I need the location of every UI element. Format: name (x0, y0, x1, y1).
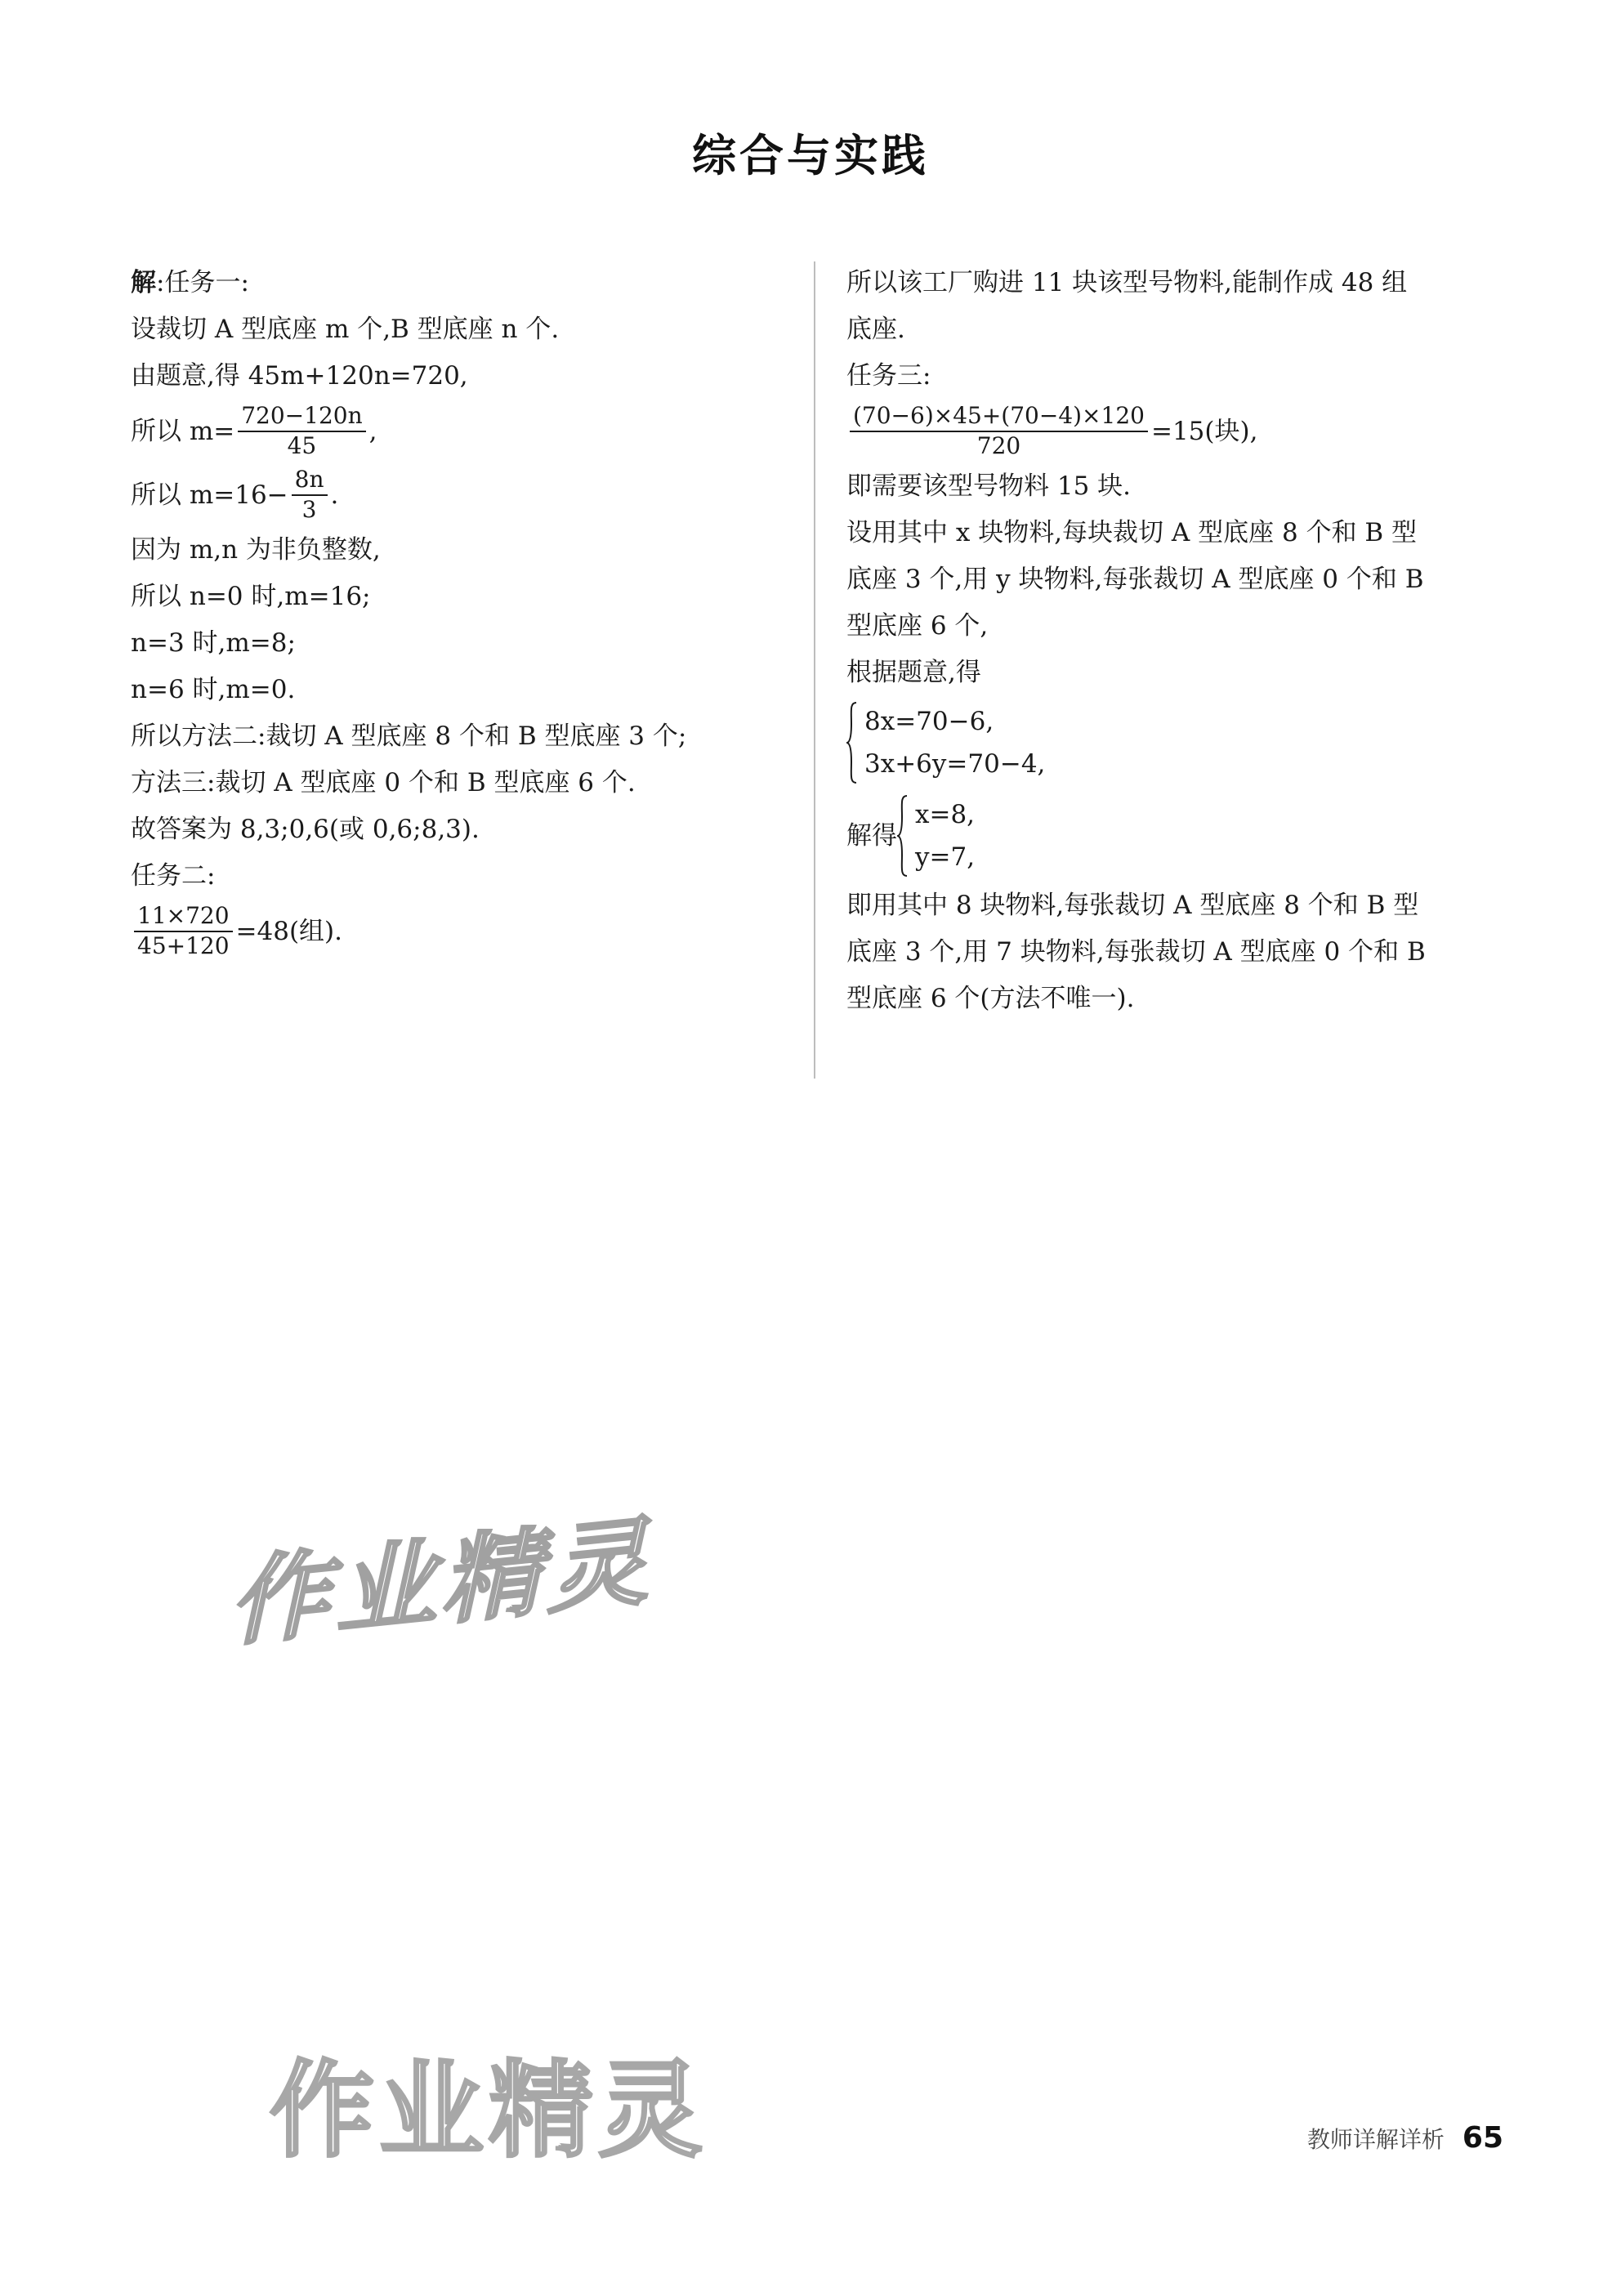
solution-line (131, 900, 793, 963)
equation-row: 3x+6y=70−4, (864, 749, 1046, 779)
fraction-denominator: 720 (976, 432, 1021, 459)
solution-line: 所以方法二:裁切 A 型底座 8 个和 B 型底座 3 个; (131, 721, 687, 751)
fraction-numerator: 720−120n (238, 404, 365, 432)
fraction-numerator: 8n (292, 467, 328, 496)
solution-line: 设用其中 x 块物料,每块裁切 A 型底座 8 个和 B 型 (846, 518, 1418, 547)
brace-group (846, 700, 1045, 785)
fraction (134, 904, 233, 959)
solution-line: 型底座 6 个(方法不唯一). (846, 984, 1135, 1013)
watermark: 作业精灵 (270, 2050, 708, 2172)
page-title: 综合与实践 (692, 130, 929, 181)
solution-line: 方法三:裁切 A 型底座 0 个和 B 型底座 6 个. (131, 768, 636, 797)
solution-line: 型底座 6 个, (846, 611, 989, 641)
text-segment: , (368, 416, 377, 446)
solution-line: 因为 m,n 为非负整数, (131, 535, 381, 565)
fraction-denominator: 3 (301, 496, 317, 523)
solution-line: 即用其中 8 块物料,每张裁切 A 型底座 8 个和 B 型 (846, 891, 1419, 920)
solution-line: 根据题意,得 (846, 658, 981, 687)
solution-right-column (846, 260, 1508, 1022)
solution-line (131, 260, 793, 306)
solution-line: 所以 n=0 时,m=16; (131, 582, 371, 611)
text-segment: 解得 (846, 820, 897, 851)
fraction (238, 404, 365, 459)
watermark: 作业精灵 (225, 1503, 674, 1660)
left-brace-icon (897, 794, 909, 878)
equation-rows (915, 793, 975, 878)
column-divider (814, 261, 815, 1079)
text-segment: 所以 m= (131, 416, 235, 446)
page-number: 65 (1462, 2121, 1503, 2155)
equation-row: x=8, (915, 800, 976, 829)
fraction (292, 467, 328, 523)
solution-line: 即需要该型号物料 15 块. (846, 471, 1132, 501)
solution-line: n=3 时,m=8; (131, 628, 296, 658)
footer-label: 教师详解详析 (1306, 2126, 1445, 2153)
fraction (850, 404, 1148, 459)
fraction-denominator: 45 (287, 432, 317, 459)
solution-line: n=6 时,m=0. (131, 675, 296, 704)
task-three-heading: 任务三: (846, 361, 931, 391)
text-segment: 所以 m=16− (131, 480, 288, 510)
text-segment: =15(块), (1150, 416, 1258, 446)
fraction-numerator: (70−6)×45+(70−4)×120 (850, 404, 1148, 432)
solution-line: 所以该工厂购进 11 块该型号物料,能制作成 48 组 (846, 268, 1408, 297)
text-segment: =48(组). (235, 916, 343, 946)
solution-line: 由题意,得 45m+120n=720, (131, 361, 468, 391)
text-segment: . (330, 480, 339, 510)
solution-line: 底座. (846, 315, 905, 344)
task-one-heading: :任务一: (156, 268, 249, 297)
equation-rows (864, 700, 1045, 785)
fraction-denominator: 45+120 (137, 932, 230, 959)
solution-left-column (131, 260, 793, 963)
solution-line (846, 400, 1508, 463)
equation-row: y=7, (915, 842, 976, 872)
brace-group (897, 793, 975, 878)
task-two-heading: 任务二: (131, 861, 216, 891)
solution-line: 底座 3 个,用 7 块物料,每张裁切 A 型底座 0 个和 B (846, 937, 1426, 967)
page-footer (1234, 2121, 1503, 2162)
solution-line: 故答案为 8,3;0,6(或 0,6;8,3). (131, 815, 480, 844)
solution-line: 设裁切 A 型底座 m 个,B 型底座 n 个. (131, 315, 560, 344)
equation-system (846, 696, 1508, 789)
fraction-numerator: 11×720 (134, 904, 233, 932)
left-brace-icon (846, 701, 858, 784)
solution-label: 解 (131, 268, 156, 297)
equation-row: 8x=70−6, (864, 707, 994, 736)
solution-system (846, 789, 1508, 882)
solution-line: 底座 3 个,用 y 块物料,每张裁切 A 型底座 0 个和 B (846, 565, 1424, 594)
solution-line (131, 463, 793, 527)
solution-line (131, 400, 793, 463)
